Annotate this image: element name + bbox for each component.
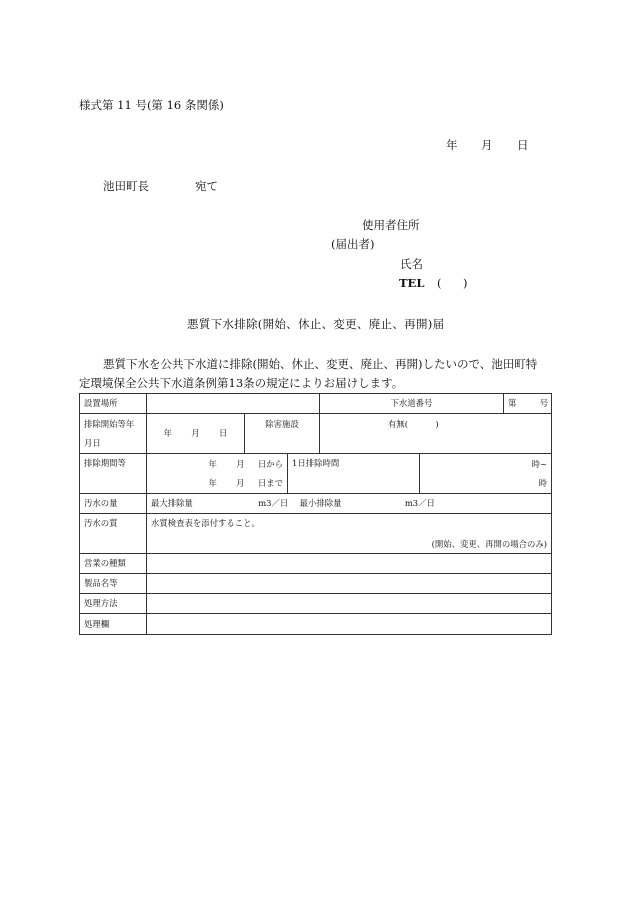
applicant-role-label: (届出者) <box>331 237 375 251</box>
cell-location-label: 設置場所 <box>80 394 147 414</box>
cell-sewer-no-label: 下水道番号 <box>320 394 504 414</box>
table-row <box>80 514 552 554</box>
cell-volume-value[interactable]: 最大排除量 m3／日 最小排除量 m3／日 <box>147 494 552 514</box>
form-number: 様式第 11 号(第 16 条関係) <box>79 98 224 112</box>
table-row <box>80 614 552 635</box>
table-row <box>80 414 552 454</box>
date-day-label: 日 <box>517 138 529 152</box>
cell-period-label: 排除期間等 <box>80 454 147 494</box>
cell-daily-hours-label: 1日排除時間 <box>288 454 420 494</box>
name-label: 氏名 <box>400 257 423 271</box>
table-row <box>80 594 552 614</box>
addressee-suffix: 宛て <box>195 179 218 193</box>
body-line-2: 定環境保全公共下水道条例第13条の規定によりお届けします。 <box>79 376 404 390</box>
table-row <box>80 574 552 594</box>
cell-treatment-method-label: 処理方法 <box>80 594 147 614</box>
cell-sewer-no-value[interactable]: 第 号 <box>504 394 552 414</box>
cell-daily-hours-value[interactable]: 時~ 時 <box>420 454 552 494</box>
cell-business-type-value[interactable] <box>147 554 552 574</box>
cell-quality-label: 汚水の質 <box>80 514 147 554</box>
cell-volume-label: 汚水の量 <box>80 494 147 514</box>
cell-product-label: 製品名等 <box>80 574 147 594</box>
cell-product-value[interactable] <box>147 574 552 594</box>
notification-table <box>79 393 552 635</box>
tel-label: TEL <box>399 276 425 290</box>
cell-start-label: 排除開始等年 月日 <box>80 414 147 454</box>
cell-period-dates[interactable]: 年 月 日から 年 月 日まで <box>147 454 288 494</box>
cell-processing-value[interactable] <box>147 614 552 635</box>
addressee-name: 池田町長 <box>103 179 149 193</box>
date-month-label: 月 <box>481 138 493 152</box>
table-row <box>80 554 552 574</box>
document-title: 悪質下水排除(開始、休止、変更、廃止、再開)届 <box>187 317 445 331</box>
tel-paren-open: ( <box>437 276 442 290</box>
date-year-label: 年 <box>446 138 458 152</box>
cell-business-type-label: 営業の種類 <box>80 554 147 574</box>
body-line-1: 悪質下水を公共下水道に排除(開始、休止、変更、廃止、再開)したいので、池田町特 <box>103 357 538 371</box>
cell-start-date[interactable]: 年 月 日 <box>147 414 245 454</box>
table-row <box>80 454 552 494</box>
address-label: 使用者住所 <box>362 218 420 232</box>
cell-treatment-method-value[interactable] <box>147 594 552 614</box>
cell-facility-label: 除害施設 <box>245 414 320 454</box>
table-row <box>80 394 552 414</box>
cell-quality-value[interactable]: 水質検査表を添付すること。 (開始、変更、再開の場合のみ) <box>147 514 552 554</box>
tel-paren-close: ) <box>463 276 468 290</box>
table-row <box>80 494 552 514</box>
cell-location-value[interactable] <box>147 394 320 414</box>
cell-processing-label: 処理欄 <box>80 614 147 635</box>
cell-facility-presence[interactable]: 有無( ) <box>320 414 552 454</box>
